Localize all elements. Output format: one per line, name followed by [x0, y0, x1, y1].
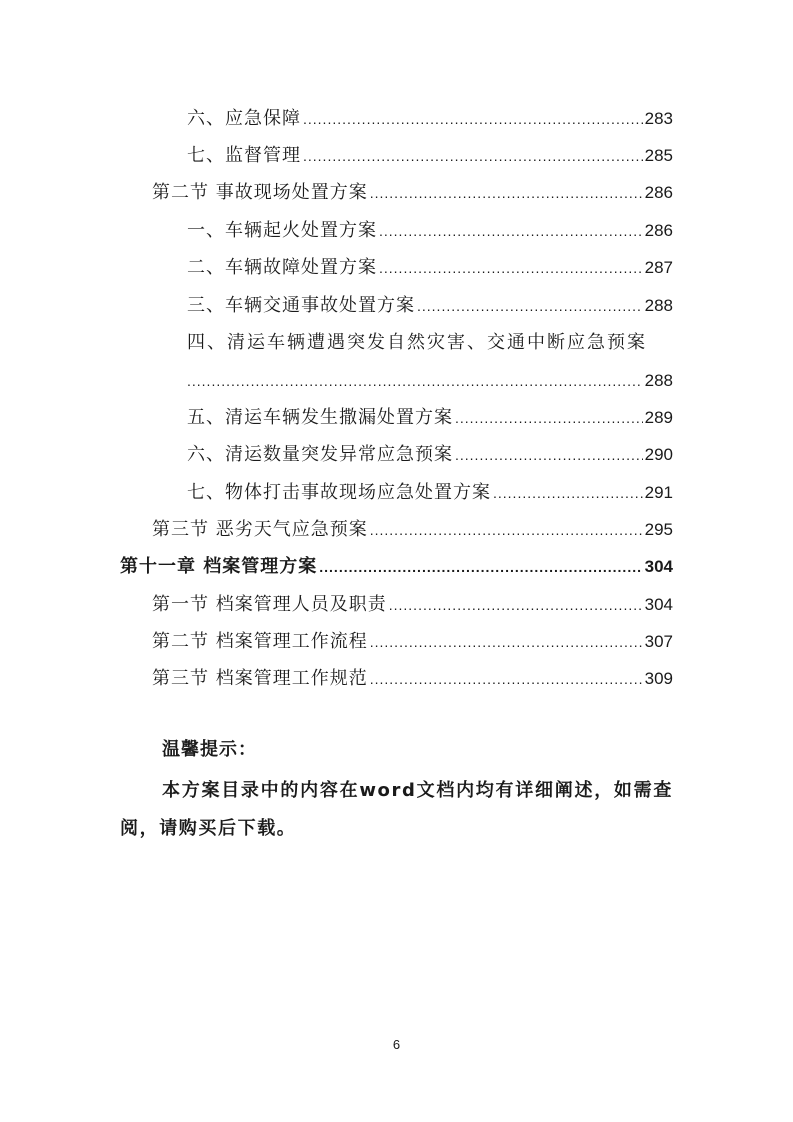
toc-entry-page: 307 [644, 632, 673, 651]
toc-leader-dots [370, 627, 643, 657]
notice-body: 本方案目录中的内容在word文档内均有详细阐述，如需查阅，请购买后下载。 [120, 780, 673, 839]
toc-entry-page: 289 [644, 408, 673, 427]
toc-entry-title: 第二节 档案管理工作流程 [152, 631, 368, 652]
toc-entry[interactable] [187, 291, 673, 321]
toc-entry[interactable] [187, 253, 673, 283]
toc-leader-dots [319, 552, 642, 582]
toc-entry-title: 第三节 恶劣天气应急预案 [152, 519, 368, 540]
toc-entry-title: 二、车辆故障处置方案 [187, 257, 377, 278]
toc-entry[interactable] [187, 216, 673, 246]
toc-leader-dots [370, 515, 643, 545]
toc-entry-continuation[interactable] [187, 366, 673, 396]
toc-entry-title: 六、应急保障 [187, 108, 301, 129]
toc-entry[interactable] [187, 141, 673, 171]
toc-leader-dots [370, 178, 643, 208]
toc-entry[interactable] [187, 478, 673, 508]
toc-leader-dots [303, 104, 643, 134]
page-number: 6 [392, 1037, 401, 1052]
toc-leader-dots [493, 478, 643, 508]
toc-entry-title: 六、清运数量突发异常应急预案 [187, 444, 453, 465]
toc-entry-title: 七、物体打击事故现场应急处置方案 [187, 482, 491, 503]
toc-entry-page: 286 [644, 221, 673, 240]
toc-leader-dots [370, 664, 643, 694]
toc-entry-page: 291 [644, 483, 673, 502]
toc-section-entry[interactable] [152, 664, 673, 694]
toc-entry-page: 295 [644, 520, 673, 539]
toc-entry-title: 第二节 事故现场处置方案 [152, 182, 368, 203]
toc-leader-dots [389, 590, 643, 620]
notice-title: 温馨提示： [162, 739, 257, 760]
toc-section-entry[interactable] [152, 515, 673, 545]
toc-section-entry[interactable] [152, 627, 673, 657]
toc-entry-title: 一、车辆起火处置方案 [187, 220, 377, 241]
toc-entry-page: 304 [644, 557, 673, 576]
toc-leader-dots [187, 366, 643, 396]
toc-entry-page: 290 [644, 445, 673, 464]
toc-leader-dots [379, 253, 643, 283]
toc-leader-dots [417, 291, 643, 321]
toc-section-entry[interactable] [152, 590, 673, 620]
toc-entry-title: 第一节 档案管理人员及职责 [152, 594, 387, 615]
toc-entry[interactable] [187, 403, 673, 433]
toc-leader-dots [303, 141, 643, 171]
toc-entry-page: 309 [644, 669, 673, 688]
toc-entry-title-wrapped[interactable]: 四、清运车辆遭遇突发自然灾害、交通中断应急预案 [187, 332, 647, 353]
toc-entry[interactable] [187, 440, 673, 470]
toc-entry-page: 288 [644, 296, 673, 315]
toc-entry-page: 286 [644, 183, 673, 202]
toc-entry-page: 287 [644, 258, 673, 277]
toc-section-entry[interactable] [152, 178, 673, 208]
toc-entry[interactable] [187, 104, 673, 134]
toc-entry-title: 七、监督管理 [187, 145, 301, 166]
toc-entry-title: 五、清运车辆发生撒漏处置方案 [187, 407, 453, 428]
toc-entry-page: 285 [644, 146, 673, 165]
toc-chapter-entry[interactable] [120, 552, 673, 582]
toc-entry-page: 283 [644, 109, 673, 128]
toc-leader-dots [379, 216, 643, 246]
toc-entry-title: 三、车辆交通事故处置方案 [187, 295, 415, 316]
toc-entry-page: 288 [644, 371, 673, 390]
toc-leader-dots [455, 440, 643, 470]
toc-entry-page: 304 [644, 595, 673, 614]
toc-entry-title: 第十一章 档案管理方案 [120, 556, 318, 577]
toc-entry-title: 第三节 档案管理工作规范 [152, 668, 368, 689]
toc-leader-dots [455, 403, 643, 433]
